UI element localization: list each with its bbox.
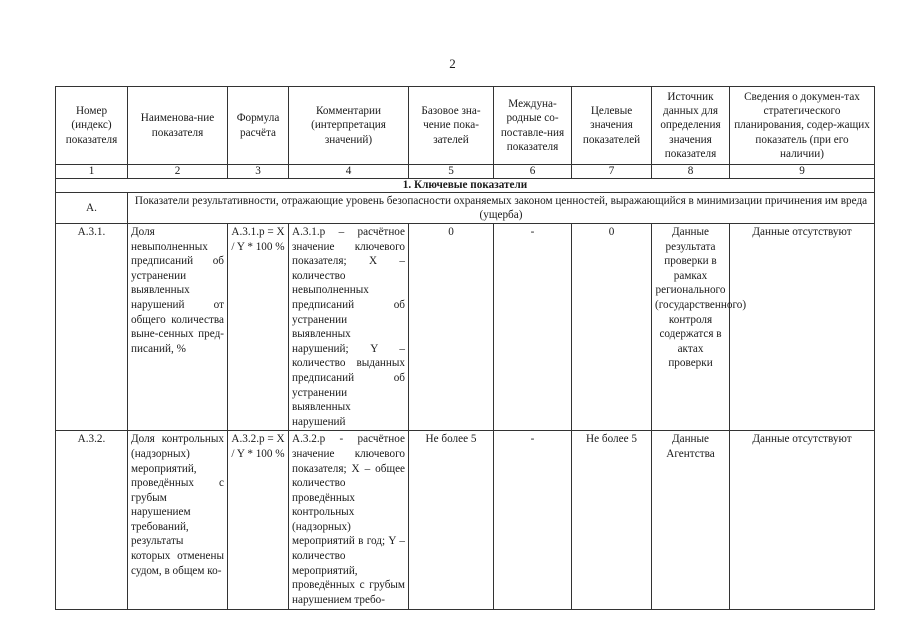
page-number: 2 — [449, 56, 456, 71]
column-number: 1 — [56, 165, 128, 179]
column-number: 4 — [289, 165, 409, 179]
table-row — [56, 431, 875, 610]
indicator-formula: А.3.1.р = X / Y * 100 % — [228, 224, 289, 431]
column-number: 2 — [128, 165, 228, 179]
indicator-name: Доля контрольных (надзорных) мероприятий, проведённых с грубым нарушением требований, результаты которых отменены судом, в общем ко- — [128, 431, 228, 610]
column-number-row — [56, 165, 875, 179]
section-row — [56, 179, 875, 193]
header-cell: Формула расчёта — [228, 87, 289, 165]
column-number: 3 — [228, 165, 289, 179]
indicator-international: - — [494, 431, 572, 610]
column-number: 6 — [494, 165, 572, 179]
indicator-index: А.3.2. — [56, 431, 128, 610]
header-cell: Источник данных для определения значения показателя — [652, 87, 730, 165]
table-row — [56, 224, 875, 431]
indicator-name: Доля невыполненных предписаний об устранении выявленных нарушений от общего количества выне-сенных пред-писаний, % — [128, 224, 228, 431]
header-cell: Базовое зна-чение пока-зателей — [409, 87, 494, 165]
indicator-comment: А.3.2.р - расчётное значение ключевого показателя; X – общее количество проведённых контрольных (надзорных) мероприятий в год; Y – количество мероприятий, проведённых с грубым нарушением требо- — [289, 431, 409, 610]
group-code: А. — [56, 193, 128, 224]
indicators-table — [55, 86, 875, 610]
indicator-base-value: 0 — [409, 224, 494, 431]
column-number: 7 — [572, 165, 652, 179]
group-row — [56, 193, 875, 224]
header-cell: Междуна-родные со-поставле-ния показателя — [494, 87, 572, 165]
indicator-target: Не более 5 — [572, 431, 652, 610]
column-number: 9 — [730, 165, 875, 179]
indicator-documents: Данные отсутствуют — [730, 224, 875, 431]
indicator-international: - — [494, 224, 572, 431]
column-number: 8 — [652, 165, 730, 179]
indicator-source: Данные Агентства — [652, 431, 730, 610]
header-cell: Сведения о докумен-тах стратегического планирования, содер-жащих показатель (при его наличии) — [730, 87, 875, 165]
indicator-source: Данные результата проверки в рамках регионального (государственного) контроля содержатся в актах проверки — [652, 224, 730, 431]
section-title: 1. Ключевые показатели — [56, 179, 875, 193]
table-header-row — [56, 87, 875, 165]
group-description: Показатели результативности, отражающие уровень безопасности охраняемых законом ценностей, выражающийся в минимизации причинения им вреда (ущерба) — [128, 193, 875, 224]
header-cell: Номер (индекс) показателя — [56, 87, 128, 165]
indicator-documents: Данные отсутствуют — [730, 431, 875, 610]
header-cell: Комментарии (интерпретация значений) — [289, 87, 409, 165]
indicator-index: А.3.1. — [56, 224, 128, 431]
column-number: 5 — [409, 165, 494, 179]
header-cell: Наименова-ние показателя — [128, 87, 228, 165]
indicator-formula: А.3.2.р = X / Y * 100 % — [228, 431, 289, 610]
header-cell: Целевые значения показателей — [572, 87, 652, 165]
indicator-target: 0 — [572, 224, 652, 431]
indicator-base-value: Не более 5 — [409, 431, 494, 610]
indicator-comment: А.3.1.р – расчётное значение ключевого показателя; X – количество невыполненных предписаний об устранении выявленных нарушений; Y – количество выданных предписаний об устранении выявленных нарушений — [289, 224, 409, 431]
